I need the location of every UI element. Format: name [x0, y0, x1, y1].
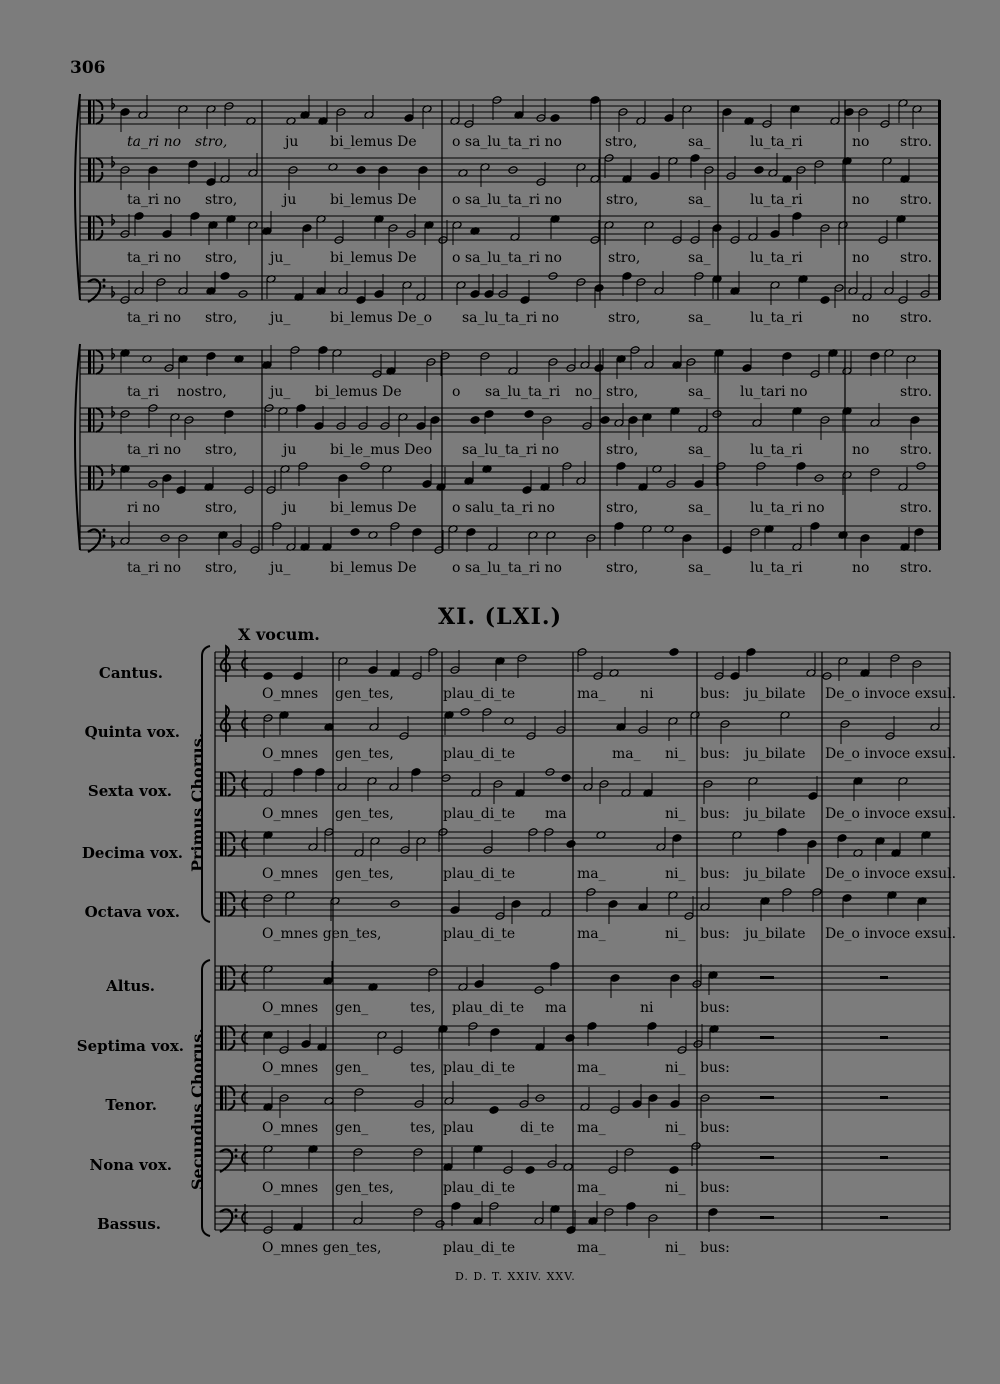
lyric-syllable: bus: — [700, 1000, 730, 1016]
lyric-syllable: bi_lemus De — [330, 192, 417, 208]
lyric-syllable: bus: — [700, 686, 730, 702]
lyric-syllable: stro. — [900, 560, 933, 576]
lyric-syllable: ta_ri no — [127, 560, 182, 576]
lyric-syllable: stro, — [606, 500, 639, 516]
system-3-lyrics-9 — [262, 1180, 730, 1196]
lyric-syllable: bi_lemus De — [330, 134, 417, 150]
lyric-syllable: ta_ri — [127, 384, 160, 400]
lyric-syllable: lu_ta_ri — [750, 192, 803, 208]
lyric-syllable: stro, — [205, 560, 238, 576]
lyric-syllable: stro, — [205, 192, 238, 208]
system-3-staff-2 — [215, 706, 950, 744]
lyric-syllable: bus: — [700, 926, 730, 942]
lyric-syllable: ju_ — [270, 560, 291, 576]
system-2-staff-3 — [80, 461, 940, 498]
lyric-syllable: lu_ta_ri — [750, 560, 803, 576]
lyric-syllable: stro. — [900, 384, 933, 400]
system-1 — [75, 94, 941, 326]
system-2-lyrics-4 — [127, 560, 932, 576]
lyric-syllable: ni_ — [665, 926, 686, 942]
voice-name-altus: Altus. — [106, 977, 155, 995]
primus-chorus-label: Primus Chorus. — [188, 732, 207, 872]
voice-name-sexta: Sexta vox. — [87, 782, 172, 800]
voice-name-nona: Nona vox. — [89, 1156, 172, 1174]
system-3-staff-4 — [215, 827, 950, 864]
lyric-syllable: ni_ — [665, 1120, 686, 1136]
voice-name-cantus: Cantus. — [98, 664, 163, 682]
lyric-syllable: tes, — [410, 1060, 436, 1076]
lyric-syllable: ni_ — [665, 806, 686, 822]
lyric-syllable: stro. — [900, 310, 933, 326]
lyric-syllable: stro, — [205, 500, 238, 516]
lyric-syllable: plau_di_te — [443, 866, 516, 882]
system-3-lyrics-4 — [262, 866, 956, 882]
lyric-syllable: no — [852, 310, 870, 326]
voice-name-quinta: Quinta vox. — [84, 723, 180, 741]
voices-label: X vocum. — [238, 625, 320, 644]
lyric-syllable: bus: — [700, 1060, 730, 1076]
lyric-syllable: O_mnes — [262, 1180, 319, 1196]
lyric-syllable: O_mnes gen_tes, — [262, 926, 382, 942]
lyric-syllable: stro. — [900, 500, 933, 516]
voice-name-decima: Decima vox. — [81, 844, 183, 862]
lyric-syllable: bus: — [700, 1120, 730, 1136]
system-1-lyrics-2 — [127, 192, 932, 208]
lyric-syllable: sa_ — [688, 250, 711, 266]
lyric-syllable: plau_di_te — [443, 746, 516, 762]
lyric-syllable: ma_ — [577, 1120, 606, 1136]
lyric-syllable: stro. — [900, 134, 933, 150]
system-1-staff-1 — [80, 95, 940, 132]
lyric-syllable: lu_ta_ri — [750, 442, 803, 458]
system-3-lyrics-6 — [262, 1000, 730, 1016]
lyric-syllable: bi_lemus De — [330, 250, 417, 266]
system-3-staff-8 — [215, 1081, 950, 1118]
system-3-lyrics-10 — [262, 1240, 730, 1256]
lyric-syllable: ma_ — [577, 686, 606, 702]
system-2-lyrics-1 — [127, 384, 932, 400]
system-2-lyrics-2 — [127, 442, 932, 458]
lyric-syllable: ju — [283, 500, 297, 516]
lyric-syllable: ni — [640, 1000, 654, 1016]
lyric-syllable: lu_ta_ri — [750, 250, 803, 266]
lyric-syllable: plau_di_te — [443, 926, 516, 942]
lyric-syllable: lu_tari no — [740, 384, 808, 400]
lyric-syllable: ju_ — [270, 250, 291, 266]
lyric-syllable: ri no — [127, 500, 161, 516]
lyric-syllable: stro, — [205, 310, 238, 326]
lyric-syllable: stro, — [606, 384, 639, 400]
lyric-syllable: bus: — [700, 806, 730, 822]
system-3-staff-10 — [215, 1201, 950, 1238]
voice-name-octava: Octava vox. — [84, 903, 180, 921]
lyric-syllable: plau_di_te — [443, 1060, 516, 1076]
voice-name-tenor: Tenor. — [105, 1096, 157, 1114]
lyric-syllable: stro, — [606, 560, 639, 576]
system-1-staff-2 — [80, 153, 940, 190]
lyric-syllable: ta_ri no — [127, 192, 182, 208]
lyric-syllable: ju — [285, 134, 299, 150]
lyric-syllable: sa_ — [688, 384, 711, 400]
lyric-syllable: plau — [443, 1120, 474, 1136]
footer-reference: D. D. T. XXIV. XXV. — [455, 1270, 576, 1283]
system-3-staff-7 — [215, 1022, 950, 1055]
lyric-syllable: plau_di_te — [443, 1180, 516, 1196]
lyric-syllable: stro. — [900, 442, 933, 458]
lyric-syllable: bus: — [700, 746, 730, 762]
lyric-syllable: gen_tes, — [335, 806, 394, 822]
system-1-lyrics-3 — [127, 250, 932, 266]
lyric-syllable: O_mnes — [262, 806, 319, 822]
lyric-syllable: ma_ — [577, 1180, 606, 1196]
lyric-syllable: nostro, — [177, 384, 227, 400]
lyric-syllable: ta_ri no — [127, 250, 182, 266]
secundus-chorus-label: Secundus Chorus. — [188, 1028, 207, 1190]
lyric-syllable: stro. — [900, 250, 933, 266]
lyric-syllable: gen_tes, — [335, 746, 394, 762]
lyric-syllable: ta_ri no — [127, 134, 182, 150]
lyric-syllable: ma_ — [612, 746, 641, 762]
lyric-syllable: ni_ — [665, 866, 686, 882]
lyric-syllable: no — [852, 442, 870, 458]
lyric-syllable: bi_lemus De — [315, 384, 402, 400]
lyric-syllable: ma_ — [577, 1060, 606, 1076]
system-3-staff-5 — [215, 887, 950, 924]
lyric-syllable: plau_di_te — [443, 806, 516, 822]
lyric-syllable: O_mnes — [262, 866, 319, 882]
lyric-syllable: ju_ — [270, 310, 291, 326]
lyric-syllable: stro, — [195, 134, 228, 150]
lyric-syllable: o sa_lu_ta_ri no — [452, 134, 562, 150]
lyric-syllable: ni_ — [665, 746, 686, 762]
system-1-lyrics-1 — [127, 134, 932, 150]
lyric-syllable: stro, — [608, 310, 641, 326]
lyric-syllable: no — [852, 134, 870, 150]
lyric-syllable: ju — [283, 192, 297, 208]
lyric-syllable: no — [852, 560, 870, 576]
lyric-syllable: no — [852, 192, 870, 208]
lyric-syllable: bus: — [700, 1180, 730, 1196]
voice-name-bassus: Bassus. — [97, 1215, 161, 1233]
lyric-syllable: stro, — [608, 250, 641, 266]
lyric-syllable: ma_ — [577, 926, 606, 942]
lyric-syllable: stro, — [606, 442, 639, 458]
lyric-syllable: bi_lemus De — [330, 500, 417, 516]
lyric-syllable: De_o invoce exsul. — [825, 746, 957, 762]
lyric-syllable: sa_ — [688, 134, 711, 150]
system-3-staff-6 — [215, 961, 950, 998]
lyric-syllable: De_o invoce exsul. — [825, 926, 957, 942]
lyric-syllable: di_te — [520, 1120, 555, 1136]
lyric-syllable: ma_ — [577, 866, 606, 882]
lyric-syllable: stro. — [900, 192, 933, 208]
lyric-syllable: sa_ — [688, 560, 711, 576]
section-title: XI. (LXI.) — [438, 604, 562, 630]
lyric-syllable: ni_ — [665, 1180, 686, 1196]
page-number: 306 — [70, 58, 106, 78]
lyric-syllable: ju_bilate — [745, 686, 806, 702]
lyric-syllable: O_mnes — [262, 1060, 319, 1076]
system-3-lyrics-1 — [262, 686, 956, 702]
system-3-lyrics-5 — [262, 926, 956, 942]
system-2-staff-1 — [80, 345, 940, 382]
lyric-syllable: ma — [545, 806, 567, 822]
lyric-syllable: gen_tes, — [335, 1180, 394, 1196]
system-3-staff-3 — [215, 767, 950, 804]
lyric-syllable: bus: — [700, 1240, 730, 1256]
lyric-syllable: tes, — [410, 1120, 436, 1136]
lyric-syllable: ma_ — [577, 1240, 606, 1256]
lyric-syllable: sa_ — [688, 192, 711, 208]
lyric-syllable: gen_ — [335, 1120, 369, 1136]
lyric-syllable: ju_ — [270, 384, 291, 400]
lyric-syllable: ni — [640, 686, 654, 702]
lyric-syllable: no — [852, 250, 870, 266]
lyric-syllable: tes, — [410, 1000, 436, 1016]
lyric-syllable: sa_ — [688, 310, 711, 326]
lyric-syllable: De_o invoce exsul. — [825, 686, 957, 702]
lyric-syllable: bi_lemus De_o — [330, 310, 433, 326]
voice-name-septima: Septima vox. — [76, 1037, 184, 1055]
lyric-syllable: ta_ri no — [127, 442, 182, 458]
lyric-syllable: bi_lemus De — [330, 560, 417, 576]
lyric-syllable: ju_bilate — [745, 746, 806, 762]
lyric-syllable: sa_lu_ta_ri no — [462, 442, 560, 458]
lyric-syllable: no_ — [575, 384, 600, 400]
system-3 — [202, 646, 956, 1256]
system-3-lyrics-8 — [262, 1120, 730, 1136]
lyric-syllable: ju_bilate — [745, 926, 806, 942]
lyric-syllable: sa_ — [688, 442, 711, 458]
system-3-staff-1 — [215, 646, 950, 684]
lyric-syllable: lu_ta_ri — [750, 134, 803, 150]
lyric-syllable: plau_di_te — [443, 1240, 516, 1256]
system-3-lyrics-7 — [262, 1060, 730, 1076]
lyric-syllable: O_mnes — [262, 686, 319, 702]
lyric-syllable: ni_ — [665, 1060, 686, 1076]
lyric-syllable: stro, — [205, 442, 238, 458]
system-1-staff-3 — [80, 211, 940, 248]
lyric-syllable: o — [452, 384, 461, 400]
lyric-syllable: De_o invoce exsul. — [825, 866, 957, 882]
lyric-syllable: lu_ta_ri — [750, 310, 803, 326]
system-2-lyrics-3 — [127, 500, 932, 516]
lyric-syllable: ta_ri no — [127, 310, 182, 326]
lyric-syllable: stro, — [606, 192, 639, 208]
lyric-syllable: sa_ — [688, 500, 711, 516]
lyric-syllable: bi_le_mus Deo — [330, 442, 433, 458]
lyric-syllable: ju_bilate — [745, 866, 806, 882]
lyric-syllable: stro, — [205, 250, 238, 266]
system-1-lyrics-4 — [127, 310, 932, 326]
lyric-syllable: bus: — [700, 866, 730, 882]
lyric-syllable: ju — [283, 442, 297, 458]
lyric-syllable: lu_ta_ri no — [750, 500, 825, 516]
lyric-syllable: O_mnes — [262, 1120, 319, 1136]
lyric-syllable: sa_lu_ta_ri no — [462, 310, 560, 326]
lyric-syllable: ju_bilate — [745, 806, 806, 822]
system-3-lyrics-3 — [262, 806, 956, 822]
lyric-syllable: sa_lu_ta_ri — [485, 384, 561, 400]
lyric-syllable: ni_ — [665, 1240, 686, 1256]
system-1-staff-4 — [80, 271, 940, 308]
lyric-syllable: o sa_lu_ta_ri no — [452, 250, 562, 266]
system-2-staff-4 — [80, 521, 940, 558]
lyric-syllable: stro, — [605, 134, 638, 150]
system-2-staff-2 — [80, 403, 940, 440]
lyric-syllable: De_o invoce exsul. — [825, 806, 957, 822]
lyric-syllable: gen_tes, — [335, 866, 394, 882]
system-3-staff-9 — [215, 1142, 950, 1175]
lyric-syllable: o sa_lu_ta_ri no — [452, 560, 562, 576]
lyric-syllable: O_mnes — [262, 746, 319, 762]
lyric-syllable: plau_di_te — [452, 1000, 525, 1016]
system-2 — [75, 344, 941, 576]
system-3-lyrics-2 — [262, 746, 956, 762]
lyric-syllable: o sa_lu_ta_ri no — [452, 192, 562, 208]
lyric-syllable: gen_tes, — [335, 686, 394, 702]
lyric-syllable: gen_ — [335, 1000, 369, 1016]
lyric-syllable: plau_di_te — [443, 686, 516, 702]
lyric-syllable: gen_ — [335, 1060, 369, 1076]
lyric-syllable: ma — [545, 1000, 567, 1016]
lyric-syllable: O_mnes gen_tes, — [262, 1240, 382, 1256]
lyric-syllable: O_mnes — [262, 1000, 319, 1016]
lyric-syllable: o salu_ta_ri no — [452, 500, 555, 516]
